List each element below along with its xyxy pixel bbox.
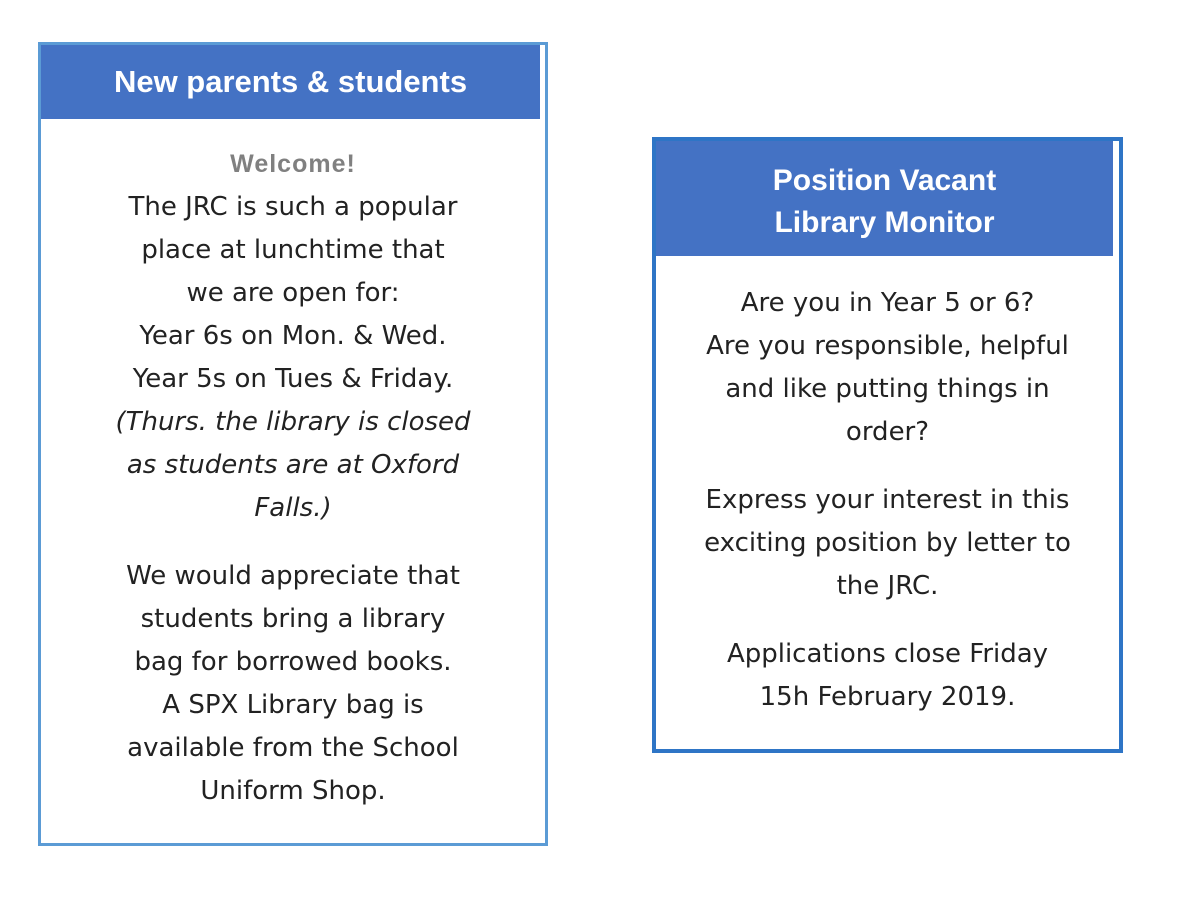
closed-note-line: (Thurs. the library is closed [115, 407, 471, 437]
bag-line: available from the School [127, 733, 459, 763]
interest-line: Express your interest in this [705, 485, 1070, 515]
new-parents-title: New parents & students [41, 45, 540, 119]
bag-line: We would appreciate that [126, 561, 460, 591]
intro-line: Year 6s on Mon. & Wed. [139, 321, 447, 351]
question-line: Are you in Year 5 or 6? [740, 288, 1035, 318]
paragraph-gap [61, 530, 525, 555]
closing-line: 15h February 2019. [759, 682, 1016, 712]
intro-line: The JRC is such a popular [128, 192, 458, 222]
closed-note-line: as students are at Oxford [126, 450, 460, 480]
question-line: order? [845, 417, 930, 447]
new-parents-body [41, 119, 545, 813]
intro-line: Year 5s on Tues & Friday. [132, 364, 454, 394]
interest-line: exciting position by letter to [704, 528, 1071, 558]
closed-note-line: Falls.) [254, 493, 332, 523]
intro-line: we are open for: [186, 278, 400, 308]
position-body [656, 256, 1119, 719]
position-title [656, 141, 1113, 256]
bag-line: students bring a library [140, 604, 446, 634]
bag-line: A SPX Library bag is [162, 690, 424, 720]
welcome-heading: Welcome! [230, 150, 356, 178]
interest-line: the JRC. [836, 571, 939, 601]
position-vacant-card [652, 137, 1123, 753]
intro-line: place at lunchtime that [141, 235, 445, 265]
bag-line: Uniform Shop. [200, 776, 386, 806]
paragraph-gap [670, 608, 1105, 633]
position-title-line: Position Vacant [772, 164, 997, 197]
position-title-line: Library Monitor [774, 206, 995, 239]
question-line: and like putting things in [725, 374, 1050, 404]
paragraph-gap [670, 454, 1105, 479]
new-parents-card [38, 42, 548, 846]
question-line: Are you responsible, helpful [706, 331, 1069, 361]
bag-line: bag for borrowed books. [134, 647, 452, 677]
closing-line: Applications close Friday [726, 639, 1049, 669]
